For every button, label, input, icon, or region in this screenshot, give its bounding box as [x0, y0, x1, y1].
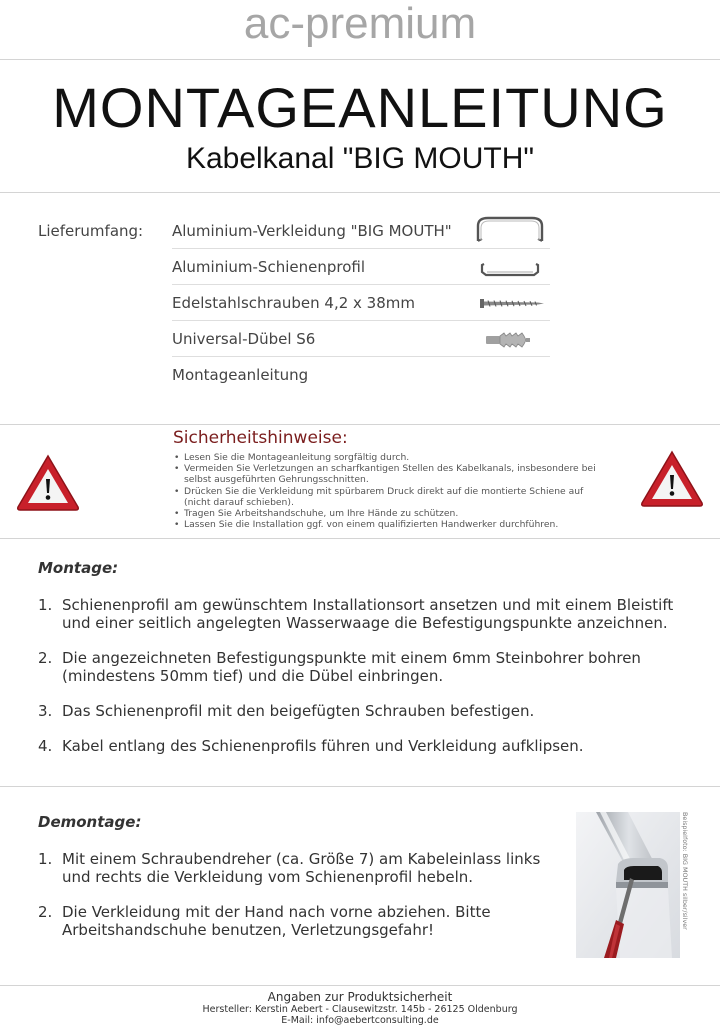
photo-caption-text: Beispielfoto: BIG MOUTH silber/silver — [681, 812, 689, 930]
page-subtitle: Kabelkanal "BIG MOUTH" — [185, 142, 535, 175]
montage-heading: Montage: — [38, 559, 119, 577]
step-text: Die Verkleidung mit der Hand nach vorne abziehen. Bitte Arbeitshandschuhe benutzen, Verletzungsgefahr! — [62, 903, 491, 939]
scope-item-label: Aluminium-Schienenprofil — [172, 258, 365, 276]
scope-label: Lieferumfang: — [38, 222, 144, 240]
footer-email: E-Mail: info@aebertconsulting.de — [281, 1015, 439, 1026]
footer-heading: Angaben zur Produktsicherheit — [267, 990, 453, 1004]
brand-name: ac-premium — [243, 0, 477, 48]
step-text: Das Schienenprofil mit den beigefügten Schrauben befestigen. — [62, 702, 535, 720]
step-number: 2. — [38, 649, 53, 667]
scope-item-label: Aluminium-Verkleidung "BIG MOUTH" — [172, 222, 452, 240]
step-number: 4. — [38, 737, 53, 755]
scope-item-label: Universal-Dübel S6 — [172, 330, 316, 348]
step-text: Schienenprofil am gewünschtem Installationsort ansetzen und mit einem Bleistift und einer seitlich angelegten Wasserwaage die Befestigungspunkte anzeichnen. — [62, 596, 674, 632]
rail-profile-icon — [472, 251, 548, 283]
warning-triangle-icon — [638, 448, 706, 510]
safety-title: Sicherheitshinweise: — [173, 428, 348, 448]
montage-step — [38, 596, 678, 632]
step-text: Die angezeichneten Befestigungspunkte mit einem 6mm Steinbohrer bohren (mindestens 50mm tief) und die Dübel einbringen. — [62, 649, 641, 685]
dowel-icon — [472, 323, 548, 355]
step-text: Kabel entlang des Schienenprofils führen und Verkleidung aufklipsen. — [62, 737, 584, 755]
safety-list — [172, 452, 602, 530]
demontage-steps — [38, 850, 558, 939]
safety-item: • Drücken Sie die Verkleidung mit spürbarem Druck direkt auf die montierte Schiene auf (nicht darauf schieben). — [172, 486, 602, 508]
demontage-step — [38, 903, 558, 939]
example-photo — [576, 812, 680, 958]
divider — [0, 985, 720, 986]
montage-steps — [38, 596, 678, 755]
scope-item — [172, 285, 550, 321]
montage-step — [38, 702, 678, 720]
safety-item: • Tragen Sie Arbeitshandschuhe, um Ihre Hände zu schützen. — [172, 508, 602, 519]
scope-item — [172, 249, 550, 285]
demontage-heading: Demontage: — [38, 813, 142, 831]
divider — [0, 192, 720, 193]
page-title: MONTAGEANLEITUNG — [52, 76, 668, 139]
warning-triangle-icon — [14, 452, 82, 514]
divider — [0, 59, 720, 60]
scope-item — [172, 321, 550, 357]
cover-profile-icon — [472, 215, 548, 247]
step-text: Mit einem Schraubendreher (ca. Größe 7) am Kabeleinlass links und rechts die Verkleidung vom Schienenprofil hebeln. — [62, 850, 541, 886]
step-number: 1. — [38, 596, 53, 614]
divider — [0, 786, 720, 787]
divider — [0, 538, 720, 539]
safety-item: • Vermeiden Sie Verletzungen an scharfkantigen Stellen des Kabelkanals, insbesondere bei selbst ausgeführten Gehrungsschnitten. — [172, 463, 602, 485]
montage-step — [38, 737, 678, 755]
montage-step — [38, 649, 678, 685]
demontage-step — [38, 850, 558, 886]
screw-icon — [472, 287, 548, 319]
step-number: 3. — [38, 702, 53, 720]
safety-item: • Lesen Sie die Montageanleitung sorgfältig durch. — [172, 452, 602, 463]
divider — [0, 424, 720, 425]
scope-item — [172, 213, 550, 249]
step-number: 2. — [38, 903, 53, 921]
footer-manufacturer: Hersteller: Kerstin Aebert - Clausewitzstr. 145b - 26125 Oldenburg — [202, 1004, 518, 1015]
scope-item-label: Montageanleitung — [172, 366, 309, 384]
scope-item — [172, 357, 550, 393]
step-number: 1. — [38, 850, 53, 868]
photo-caption — [680, 812, 690, 958]
scope-item-label: Edelstahlschrauben 4,2 x 38mm — [172, 294, 415, 312]
cable-duct-photo — [576, 812, 680, 958]
safety-item: • Lassen Sie die Installation ggf. von einem qualifizierten Handwerker durchführen. — [172, 519, 602, 530]
